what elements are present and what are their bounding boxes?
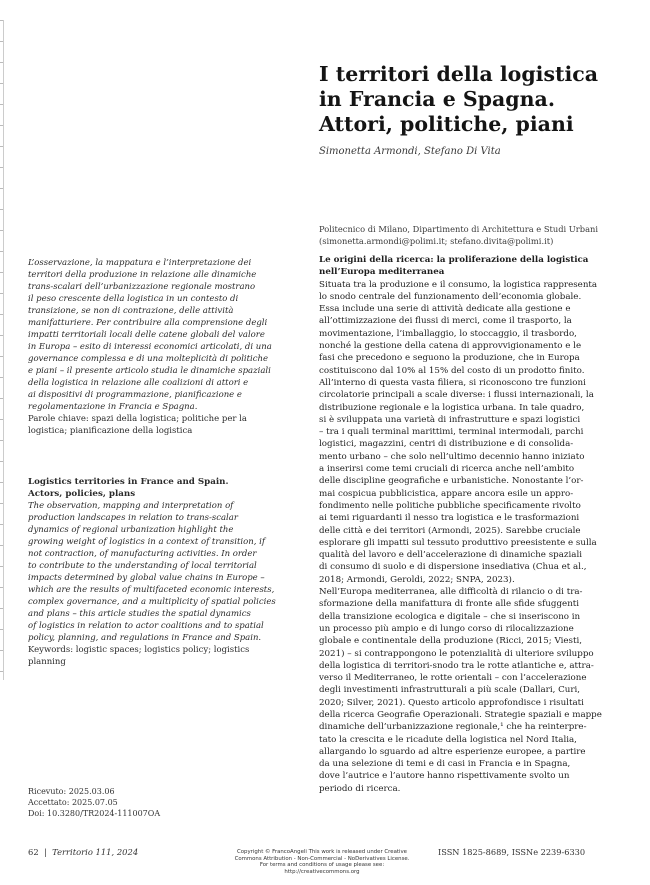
body-line: – tra i quali terminal marittimi, terminal intermodali, parchi — [319, 427, 584, 438]
article-title — [319, 62, 629, 137]
body-line: della transizione ecologica e digitale – che si inseriscono in — [319, 611, 581, 622]
keywords-line: planning — [28, 657, 66, 667]
body-line: fondimento nelle politiche pubbliche specificamente rivolto — [319, 500, 581, 511]
license-line: Commons Attribution - Non-Commercial - NoDerivatives License. — [234, 855, 410, 862]
abstract-line: which are the results of multifaceted economic interests, — [28, 585, 275, 595]
body-line: delle città e dei territori (Armondi, 2025). Sarebbe cruciale — [319, 525, 581, 536]
received-date: Ricevuto: 2025.03.06 — [28, 787, 115, 796]
doi: Doi: 10.3280/TR2024-111007OA — [28, 809, 161, 818]
abstract-line: production landscapes in relation to trans-scalar — [28, 513, 238, 523]
body-line: fasi che precedono e seguono la produzione, che in Europa — [319, 353, 580, 364]
body-paragraphs — [319, 279, 624, 795]
keywords-line: Parole chiave: spazi della logistica; politiche per la — [28, 414, 247, 424]
body-line: mai cospicua pubblicistica, appare ancora esile un appro- — [319, 488, 574, 499]
abstract-line: L’osservazione, la mappatura e l’interpretazione dei — [28, 258, 252, 268]
title-line: Attori, politiche, piani — [319, 112, 574, 136]
body-line: Situata tra la produzione e il consumo, la logistica rappresenta — [319, 279, 598, 290]
affiliation-line: Politecnico di Milano, Dipartimento di Architettura e Studi Urbani — [319, 224, 599, 234]
heading-line: nell’Europa mediterranea — [319, 267, 445, 278]
abstract-line: complex governance, and a multiplicity of spatial policies — [28, 597, 276, 607]
body-line: tato la crescita e le ricadute della logistica nel Nord Italia, — [319, 734, 577, 745]
main-text — [319, 254, 624, 795]
body-line: movimentazione, l’imballaggio, lo stoccaggio, il trasbordo, — [319, 328, 577, 339]
body-line: di consumo di suolo e di dispersione insediativa (Chua et al., — [319, 562, 587, 573]
abstract-line: territori della produzione in relazione alle dinamiche — [28, 270, 257, 280]
abstract-line: policy, planning, and regulations in France and Spain. — [28, 633, 262, 643]
body-line: globale e continentale della produzione (Ricci, 2015; Viesti, — [319, 636, 582, 647]
footer-separator: | — [44, 847, 47, 857]
body-line: mento urbano – che solo nell’ultimo decennio hanno iniziato — [319, 451, 585, 462]
body-line: degli investimenti infrastrutturali a più scale (Dallari, Curi, — [319, 685, 581, 696]
body-line: Essa include una serie di attività dedicate alla gestione e — [319, 304, 571, 315]
publication-dates — [28, 786, 160, 819]
section-heading — [319, 254, 624, 279]
body-line: a inserirsi come temi cruciali di ricerca anche nell’ambito — [319, 464, 575, 475]
body-line: lo snodo centrale del funzionamento dell’economia globale. — [319, 291, 582, 302]
body-line: della ricerca Geografie Operazionali. Strategie spaziali e mappe — [319, 709, 602, 720]
body-line: Nell’Europa mediterranea, alle difficoltà di rilancio o di tra- — [319, 587, 583, 598]
heading-line: Logistics territories in France and Spain. — [28, 477, 229, 487]
body-line: ai temi riguardanti il nesso tra logistica e le trasformazioni — [319, 513, 580, 524]
body-line: All’interno di questa vasta filiera, si riconoscono tre funzioni — [319, 377, 586, 388]
license-line: Copyright © FrancoAngeli This work is released under Creative — [236, 849, 407, 855]
body-line: periodo di ricerca. — [319, 783, 401, 794]
license-notice — [212, 849, 432, 876]
license-line: http://creativecommons.org — [284, 869, 360, 876]
abstract-line: e piani – il presente articolo studia le dinamiche spaziali — [28, 366, 271, 376]
abstract-italian-text — [28, 257, 290, 413]
abstract-english-heading — [28, 476, 290, 500]
body-line: costituiscono dal 10% al 15% del costo di un prodotto finito. — [319, 365, 585, 376]
abstract-line: trans-scalari dell’urbanizzazione regionale mostrano — [28, 282, 256, 292]
abstract-line: impacts determined by global value chains in Europe – — [28, 573, 265, 583]
abstract-line: not contraction, of manufacturing activities. In order — [28, 549, 257, 559]
abstract-italian — [28, 257, 290, 437]
abstract-line: transizione, se non di contrazione, delle attività — [28, 306, 234, 316]
abstract-line: della logistica in relazione alle coalizioni di attori e — [28, 378, 249, 388]
abstract-line: manifatturiere. Per contribuire alla comprensione degli — [28, 318, 268, 328]
keywords-line: logistica; pianificazione della logistica — [28, 426, 193, 436]
abstract-line: regolamentazione in Francia e Spagna. — [28, 402, 198, 412]
abstract-line: growing weight of logistics in a context of transition, if — [28, 537, 266, 547]
abstract-line: The observation, mapping and interpretation of — [28, 501, 234, 511]
keywords-line: Keywords: logistic spaces; logistics policy; logistics — [28, 645, 250, 655]
journal-name: Territorio 111, 2024 — [52, 847, 139, 857]
page-number: 62 — [28, 847, 39, 857]
crop-margin-rule — [3, 20, 4, 680]
abstract-english-text — [28, 500, 290, 644]
abstract-line: to contribute to the understanding of local territorial — [28, 561, 257, 571]
body-line: da una selezione di temi e di casi in Francia e in Spagna, — [319, 759, 571, 770]
body-line: nonché la gestione della catena di approvvigionamento e le — [319, 341, 582, 352]
footer-journal-info — [28, 847, 138, 857]
abstract-line: il peso crescente della logistica in un contesto di — [28, 294, 239, 304]
title-line: in Francia e Spagna. — [319, 87, 555, 111]
abstract-line: and plans – this article studies the spatial dynamics — [28, 609, 251, 619]
body-line: 2020; Silver, 2021). Questo articolo approfondisce i risultati — [319, 697, 584, 708]
author-affiliation — [319, 224, 619, 247]
abstract-line: in Europa – esito di interessi economici articolati, di una — [28, 342, 272, 352]
body-line: allargando lo sguardo ad altre esperienze europee, a partire — [319, 746, 586, 757]
body-line: dinamiche dell’urbanizzazione regionale,¹ che ha reinterpre- — [319, 722, 587, 733]
body-line: delle discipline geografiche e urbanistiche. Nonostante l’or- — [319, 476, 584, 487]
issn: ISSN 1825-8689, ISSNe 2239-6330 — [438, 847, 586, 857]
title-line: I territori della logistica — [319, 62, 599, 86]
abstract-line: impatti territoriali locali delle catene globali del valore — [28, 330, 265, 340]
abstract-line: dynamics of regional urbanization highlight the — [28, 525, 234, 535]
body-line: distribuzione regionale e la logistica urbana. In tale quadro, — [319, 402, 585, 413]
accepted-date: Accettato: 2025.07.05 — [28, 798, 118, 807]
body-line: si è sviluppata una varietà di infrastrutture e spazi logistici — [319, 414, 581, 425]
license-line: For terms and conditions of usage please see: — [259, 862, 385, 869]
body-line: 2021) – si contrappongono le potenzialità di ulteriore sviluppo — [319, 648, 594, 659]
abstract-line: of logistics in relation to actor coalitions and to spatial — [28, 621, 264, 631]
abstract-english — [28, 476, 290, 668]
heading-line: Actors, policies, plans — [28, 489, 136, 499]
abstract-line: governance complessa e di una molteplicità di politiche — [28, 354, 269, 364]
article-authors: Simonetta Armondi, Stefano Di Vita — [319, 146, 501, 157]
keywords-italian — [28, 413, 290, 437]
keywords-english — [28, 644, 290, 668]
body-line: logistici, magazzini, centri di distribuzione e di consolida- — [319, 439, 574, 450]
body-line: 2018; Armondi, Geroldi, 2022; SNPA, 2023). — [319, 574, 515, 585]
body-line: della logistica di territori-snodo tra le rotte atlantiche e, attra- — [319, 660, 594, 671]
body-line: circolatorie principali a scale diverse: i flussi internazionali, la — [319, 390, 594, 401]
body-line: dove l’autrice e l’autore hanno rispettivamente svolto un — [319, 771, 570, 782]
affiliation-line: (simonetta.armondi@polimi.it; stefano.divita@polimi.it) — [319, 235, 554, 246]
body-line: esplorare gli impatti sul tessuto produttivo preesistente e sulla — [319, 537, 597, 548]
body-line: sformazione della manifattura di fronte alle sfide sfuggenti — [319, 599, 580, 610]
heading-line: Le origini della ricerca: la proliferazione della logistica — [319, 255, 589, 265]
body-line: un processo più ampio e di lungo corso di rilocalizzazione — [319, 623, 574, 634]
body-line: verso il Mediterraneo, le rotte orientali – con l’accelerazione — [319, 673, 587, 684]
body-line: all’ottimizzazione dei flussi di merci, come il trasporto, la — [319, 316, 572, 327]
body-line: qualità del lavoro e dell’accelerazione di dinamiche spaziali — [319, 550, 583, 561]
abstract-line: ai dispositivi di programmazione, pianificazione e — [28, 390, 242, 400]
